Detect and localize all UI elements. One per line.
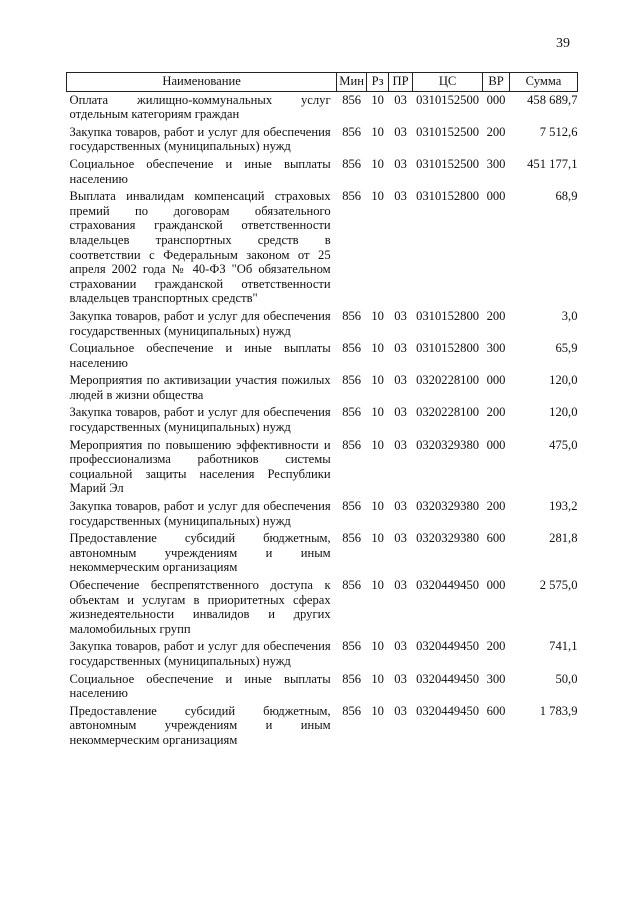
cell-pr: 03 [394, 437, 407, 452]
cell-pr: 03 [394, 373, 407, 388]
table-row [67, 638, 578, 670]
cell-cs: 0310152800 [416, 189, 480, 204]
cell-cs: 0320228100 [416, 405, 480, 420]
cell-pr: 03 [394, 124, 407, 139]
cell-vr: 000 [486, 92, 506, 107]
cell-sum: 193,2 [549, 499, 578, 514]
table-row [67, 308, 578, 340]
cell-min: 856 [342, 703, 362, 718]
cell-rz: 10 [371, 639, 384, 654]
cell-sum: 65,9 [555, 341, 578, 356]
cell-rz: 10 [371, 437, 384, 452]
cell-cs: 0310152500 [416, 156, 480, 171]
cell-pr: 03 [394, 499, 407, 514]
table-row [67, 156, 578, 188]
cell-name: Закупка товаров, работ и услуг для обеспечения государственных (муниципальных) нужд [69, 405, 331, 435]
cell-name: Закупка товаров, работ и услуг для обеспечения государственных (муниципальных) нужд [69, 499, 331, 528]
table-row [67, 340, 578, 372]
cell-cs: 0320329380 [416, 437, 480, 452]
cell-sum: 120,0 [549, 373, 578, 388]
table-row [67, 91, 578, 124]
cell-pr: 03 [394, 578, 407, 592]
cell-sum: 68,9 [555, 189, 578, 204]
cell-cs: 0310152800 [416, 308, 480, 323]
cell-min: 856 [342, 405, 362, 420]
table-row [67, 703, 578, 750]
cell-sum: 2 575,0 [539, 578, 578, 592]
cell-vr: 000 [486, 373, 506, 388]
header-pr: ПР [389, 73, 413, 92]
cell-cs: 0320449450 [416, 703, 480, 718]
cell-sum: 1 783,9 [539, 703, 578, 718]
cell-vr: 200 [486, 639, 506, 654]
cell-pr: 03 [394, 156, 407, 171]
cell-min: 856 [342, 308, 362, 323]
cell-name: Обеспечение беспрепятственного доступа к объектам и услугам в приоритетных сферах жизнедеятельности инвалидов и других маломобильных групп [69, 578, 331, 636]
page-number: 39 [556, 36, 570, 51]
cell-vr: 200 [486, 124, 506, 139]
cell-cs: 0310152500 [416, 92, 480, 107]
cell-name: Закупка товаров, работ и услуг для обеспечения государственных (муниципальных) нужд [69, 124, 331, 154]
cell-cs: 0320449450 [416, 671, 480, 686]
cell-name: Оплата жилищно-коммунальных услуг отдельным категориям граждан [69, 92, 331, 122]
cell-min: 856 [342, 373, 362, 388]
cell-name: Социальное обеспечение и иные выплаты населению [69, 671, 331, 701]
cell-rz: 10 [371, 308, 384, 323]
cell-min: 856 [342, 124, 362, 139]
cell-vr: 200 [486, 405, 506, 420]
table-row [67, 404, 578, 436]
cell-sum: 451 177,1 [527, 156, 578, 171]
table-row [67, 498, 578, 530]
table-row [67, 437, 578, 498]
cell-vr: 200 [486, 308, 506, 323]
cell-cs: 0320228100 [416, 373, 480, 388]
header-rz: Рз [367, 73, 389, 92]
cell-pr: 03 [394, 308, 407, 323]
cell-sum: 50,0 [555, 671, 578, 686]
header-name: Наименование [67, 73, 337, 92]
budget-table [66, 72, 578, 750]
cell-pr: 03 [394, 671, 407, 686]
cell-min: 856 [342, 92, 362, 107]
cell-pr: 03 [394, 341, 407, 356]
cell-name: Предоставление субсидий бюджетным, автономным учреждениям и иным некоммерческим организациям [69, 531, 331, 575]
table-row [67, 530, 578, 577]
cell-pr: 03 [394, 189, 407, 204]
header-row [67, 73, 578, 92]
cell-rz: 10 [371, 373, 384, 388]
cell-sum: 7 512,6 [539, 124, 578, 139]
cell-min: 856 [342, 671, 362, 686]
cell-min: 856 [342, 156, 362, 171]
cell-vr: 000 [486, 578, 506, 592]
cell-min: 856 [342, 578, 362, 592]
cell-name: Мероприятия по повышению эффективности и профессионализма работников системы социальной защиты населения Республики Марий Эл [69, 437, 331, 496]
cell-min: 856 [342, 437, 362, 452]
cell-rz: 10 [371, 124, 384, 139]
cell-rz: 10 [371, 189, 384, 204]
cell-vr: 300 [486, 341, 506, 356]
cell-min: 856 [342, 189, 362, 204]
cell-rz: 10 [371, 499, 384, 514]
table-row [67, 372, 578, 404]
cell-min: 856 [342, 341, 362, 356]
table-row [67, 577, 578, 638]
cell-pr: 03 [394, 405, 407, 420]
header-min: Мин [337, 73, 367, 92]
table-body [67, 91, 578, 749]
cell-cs: 0320329380 [416, 499, 480, 514]
cell-cs: 0320329380 [416, 531, 480, 546]
cell-sum: 120,0 [549, 405, 578, 420]
cell-pr: 03 [394, 531, 407, 546]
table-row [67, 124, 578, 156]
table-row [67, 671, 578, 703]
cell-vr: 600 [486, 531, 506, 546]
cell-sum: 458 689,7 [527, 92, 578, 107]
cell-name: Закупка товаров, работ и услуг для обеспечения государственных (муниципальных) нужд [69, 639, 331, 668]
cell-name: Выплата инвалидам компенсаций страховых премий по договорам обязательного страхования гражданской ответственности владельцев транспортных средств в соответствии с Федеральным законом от 25 апреля 2002 года № 40-ФЗ "Об обязательном страховании гражданской ответственности владельцев транспортных средств" [69, 189, 331, 306]
cell-rz: 10 [371, 531, 384, 546]
cell-min: 856 [342, 531, 362, 546]
header-sum: Сумма [510, 73, 578, 92]
cell-sum: 475,0 [549, 437, 578, 452]
cell-rz: 10 [371, 341, 384, 356]
cell-vr: 000 [486, 437, 506, 452]
cell-cs: 0310152500 [416, 124, 480, 139]
cell-rz: 10 [371, 578, 384, 592]
cell-min: 856 [342, 639, 362, 654]
cell-name: Мероприятия по активизации участия пожилых людей в жизни общества [69, 373, 331, 402]
header-cs: ЦС [413, 73, 483, 92]
cell-vr: 300 [486, 156, 506, 171]
cell-vr: 600 [486, 703, 506, 718]
cell-cs: 0320449450 [416, 639, 480, 654]
cell-cs: 0310152800 [416, 341, 480, 356]
cell-name: Предоставление субсидий бюджетным, автономным учреждениям и иным некоммерческим организациям [69, 703, 331, 747]
cell-sum: 281,8 [549, 531, 578, 546]
cell-sum: 3,0 [561, 308, 578, 323]
table-row [67, 188, 578, 308]
cell-pr: 03 [394, 703, 407, 718]
cell-rz: 10 [371, 405, 384, 420]
cell-rz: 10 [371, 92, 384, 107]
cell-rz: 10 [371, 671, 384, 686]
cell-vr: 000 [486, 189, 506, 204]
cell-vr: 300 [486, 671, 506, 686]
table-header [67, 73, 578, 92]
cell-name: Закупка товаров, работ и услуг для обеспечения государственных (муниципальных) нужд [69, 308, 331, 338]
cell-sum: 741,1 [549, 639, 578, 654]
cell-min: 856 [342, 499, 362, 514]
cell-name: Социальное обеспечение и иные выплаты населению [69, 341, 331, 370]
cell-pr: 03 [394, 639, 407, 654]
cell-name: Социальное обеспечение и иные выплаты населению [69, 156, 331, 186]
header-vr: ВР [483, 73, 510, 92]
cell-cs: 0320449450 [416, 578, 480, 592]
cell-rz: 10 [371, 703, 384, 718]
cell-rz: 10 [371, 156, 384, 171]
cell-vr: 200 [486, 499, 506, 514]
cell-pr: 03 [394, 92, 407, 107]
